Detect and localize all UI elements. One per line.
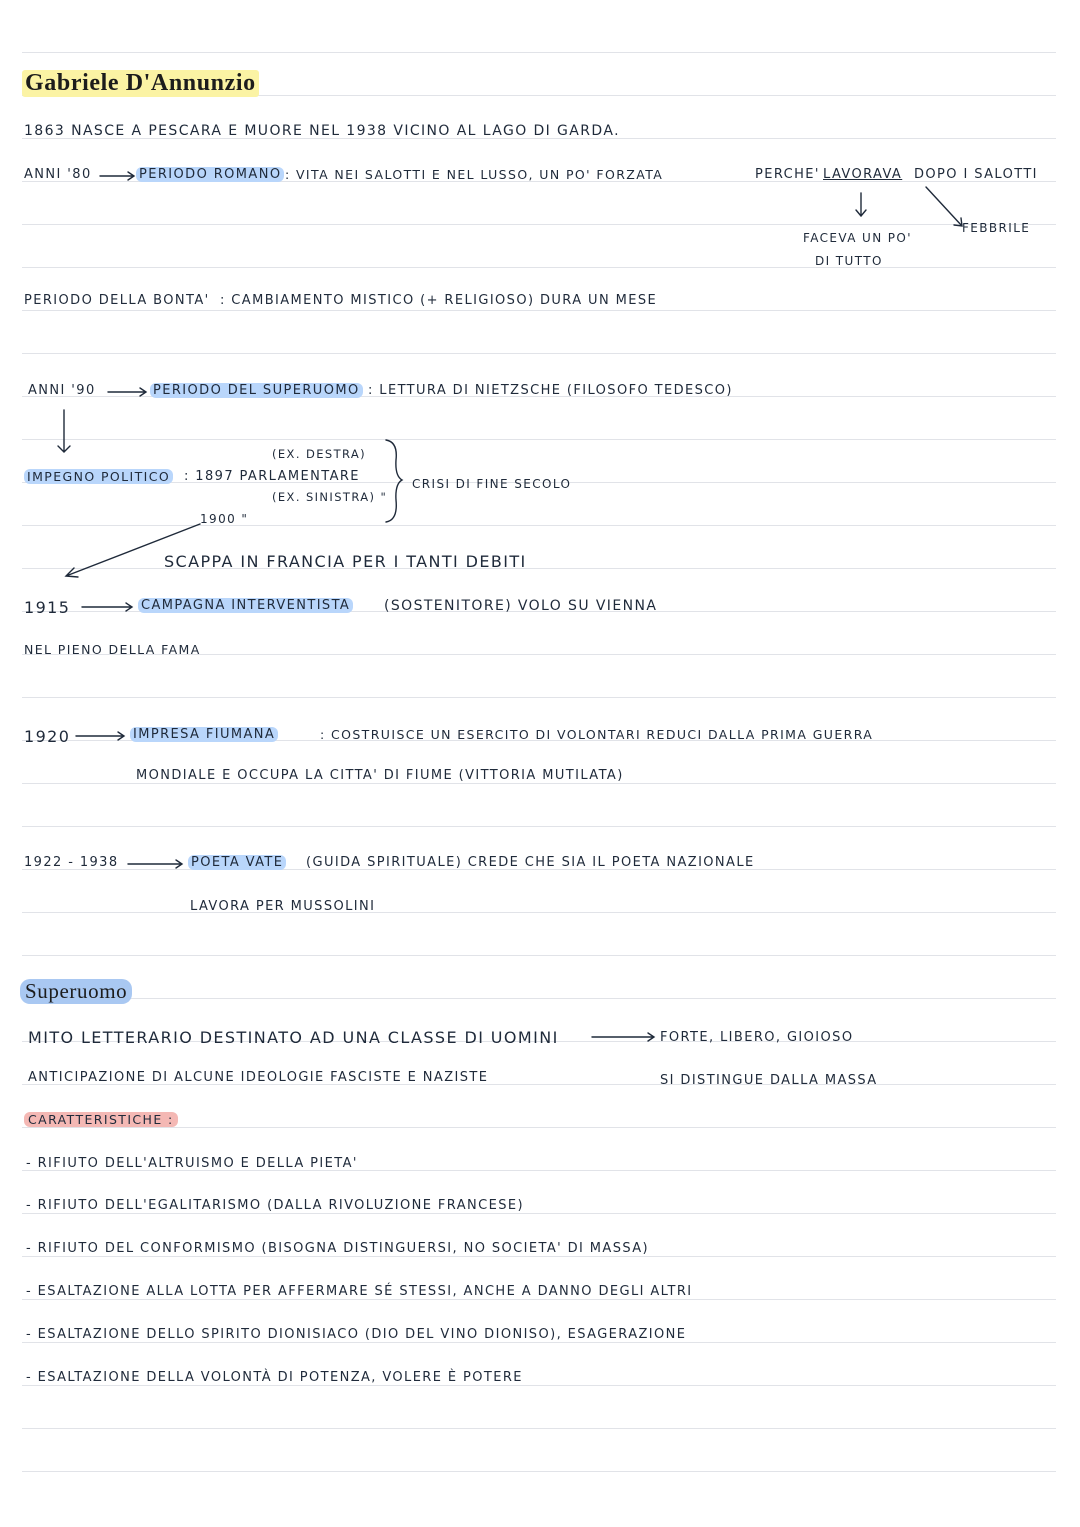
brace-icon bbox=[386, 440, 402, 522]
section-heading-superuomo: Superuomo bbox=[20, 979, 132, 1004]
distingue-text: SI DISTINGUE DALLA MASSA bbox=[660, 1073, 878, 1088]
vate-desc: (GUIDA SPIRITUALE) CREDE CHE SIA IL POETA NAZIONALE bbox=[306, 855, 755, 870]
impegno-crisi: CRISI DI FINE SECOLO bbox=[412, 477, 572, 491]
fiume-year: 1920 bbox=[24, 727, 71, 746]
arrow-down-icon bbox=[856, 193, 866, 216]
roman-desc: : VITA NEI SALOTTI E NEL LUSSO, UN PO' FORZATA bbox=[285, 167, 664, 182]
bonta-desc: : CAMBIAMENTO MISTICO (+ RELIGIOSO) DURA UN MESE bbox=[220, 293, 658, 308]
roman-lavorava: LAVORAVA bbox=[823, 167, 903, 182]
page-title: Gabriele D'Annunzio bbox=[22, 70, 259, 97]
caratteristiche-label: CARATTERISTICHE : bbox=[24, 1112, 178, 1127]
fiume-desc-2: MONDIALE E OCCUPA LA CITTA' DI FIUME (VITTORIA MUTILATA) bbox=[136, 768, 624, 783]
superuomo-label: PERIODO DEL SUPERUOMO bbox=[150, 383, 363, 398]
superuomo-years: ANNI '90 bbox=[28, 383, 96, 398]
roman-dopo: DOPO I SALOTTI bbox=[914, 167, 1038, 182]
fiume-label: IMPRESA FIUMANA bbox=[130, 727, 278, 742]
vate-label: POETA VATE bbox=[188, 855, 286, 870]
superuomo-desc: : LETTURA DI NIETZSCHE (FILOSOFO TEDESCO) bbox=[368, 383, 733, 398]
list-item: - ESALTAZIONE DELLA VOLONTÀ DI POTENZA, VOLERE È POTERE bbox=[26, 1370, 523, 1385]
list-item: - RIFIUTO DELL'EGALITARISMO (DALLA RIVOLUZIONE FRANCESE) bbox=[26, 1198, 524, 1213]
campagna-year: 1915 bbox=[24, 598, 71, 617]
impegno-destra: (EX. DESTRA) bbox=[272, 447, 367, 461]
arrow-right-icon bbox=[592, 1033, 654, 1041]
list-item: - ESALTAZIONE ALLA LOTTA PER AFFERMARE SÉ STESSI, ANCHE A DANNO DEGLI ALTRI bbox=[26, 1284, 693, 1299]
impegno-year1: : 1897 PARLAMENTARE bbox=[184, 469, 360, 484]
roman-faceva-1: FACEVA UN PO' bbox=[803, 231, 912, 245]
arrow-diagonal-icon bbox=[66, 524, 200, 577]
arrow-down-icon bbox=[58, 410, 70, 452]
arrow-right-icon bbox=[82, 603, 132, 611]
mito-text: MITO LETTERARIO DESTINATO AD UNA CLASSE DI UOMINI bbox=[28, 1028, 559, 1047]
arrow-right-icon bbox=[128, 860, 182, 868]
impegno-year2: 1900 " bbox=[200, 512, 249, 526]
list-item: - RIFIUTO DEL CONFORMISMO (BISOGNA DISTINGUERSI, NO SOCIETA' DI MASSA) bbox=[26, 1241, 650, 1256]
arrow-right-icon bbox=[108, 388, 146, 396]
campagna-fama: NEL PIENO DELLA FAMA bbox=[24, 642, 201, 657]
arrow-right-icon bbox=[76, 732, 124, 740]
scappa-text: SCAPPA IN FRANCIA PER I TANTI DEBITI bbox=[164, 552, 527, 571]
bonta-label: PERIODO DELLA BONTA' bbox=[24, 293, 210, 308]
campagna-desc: (SOSTENITORE) VOLO SU VIENNA bbox=[384, 598, 658, 614]
roman-febbrile: FEBBRILE bbox=[962, 221, 1031, 235]
impegno-label: IMPEGNO POLITICO bbox=[24, 469, 173, 484]
list-item: - RIFIUTO DELL'ALTRUISMO E DELLA PIETA' bbox=[26, 1156, 358, 1171]
roman-why: PERCHE' bbox=[755, 167, 820, 182]
list-item: - ESALTAZIONE DELLO SPIRITO DIONISIACO (DIO DEL VINO DIONISO), ESAGERAZIONE bbox=[26, 1327, 687, 1342]
roman-faceva-2: DI TUTTO bbox=[815, 254, 883, 268]
anticipazione-text: ANTICIPAZIONE DI ALCUNE IDEOLOGIE FASCISTE E NAZISTE bbox=[28, 1070, 489, 1085]
fiume-desc-1: : COSTRUISCE UN ESERCITO DI VOLONTARI REDUCI DALLA PRIMA GUERRA bbox=[320, 727, 874, 742]
campagna-label: CAMPAGNA INTERVENTISTA bbox=[138, 598, 353, 613]
roman-label: PERIODO ROMANO bbox=[136, 167, 284, 182]
forte-text: FORTE, LIBERO, GIOIOSO bbox=[660, 1030, 854, 1045]
arrow-diagonal-icon bbox=[926, 187, 962, 226]
vate-desc-2: LAVORA PER MUSSOLINI bbox=[190, 899, 376, 914]
arrow-right-icon bbox=[100, 172, 134, 180]
birth-death-line: 1863 NASCE A PESCARA E MUORE NEL 1938 VICINO AL LAGO DI GARDA. bbox=[24, 123, 620, 139]
roman-years: ANNI '80 bbox=[24, 167, 92, 182]
vate-years: 1922 - 1938 bbox=[24, 855, 119, 870]
impegno-sinistra: (EX. SINISTRA) " bbox=[272, 490, 388, 504]
